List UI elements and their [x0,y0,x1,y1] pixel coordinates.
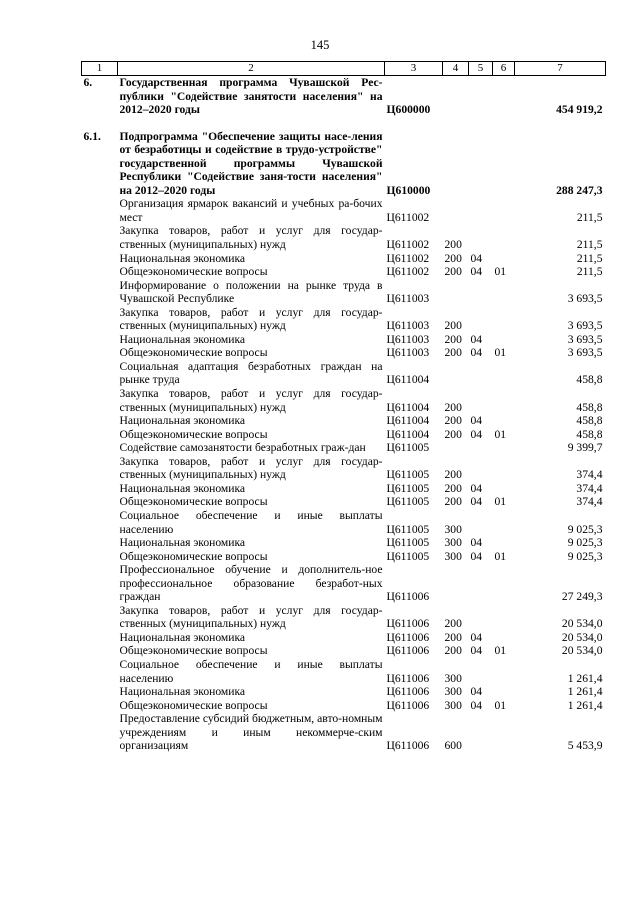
header-col-2: 2 [118,62,385,76]
table-row [82,631,606,645]
row-expense-type: 200 [444,346,462,360]
row-amount: 454 919,2 [556,103,603,117]
row-name: Содействие самозанятости безработных граж-дан [119,441,366,455]
row-number: 6. [83,76,93,89]
table-body [82,76,606,753]
row-subsection [493,685,515,699]
row-expense-type: 200 [444,481,462,495]
row-code: Ц611003 [386,319,430,333]
row-section [469,658,493,685]
row-name: Социальное обеспечение и иные выплаты населению [119,657,383,685]
row-name: Общеэкономические вопросы [119,549,268,563]
row-expense-type: 200 [444,265,462,279]
row-code: Ц611003 [386,292,430,306]
column-number-header [82,62,606,76]
row-number [82,482,118,496]
table-row [82,604,606,631]
table-row [82,536,606,550]
table-row [82,265,606,279]
row-subsection [493,224,515,251]
row-name: Национальная экономика [119,481,246,495]
row-amount: 458,8 [576,427,603,441]
row-name: Подпрограмма "Обеспечение защиты насе-ления от безработицы и содействие в трудо-устройстве" государственной программы Чувашской Республики "Содействие заня-тости населения" на 2012–2020 годы [119,129,383,197]
budget-table [81,61,606,753]
row-section: 04 [470,414,483,428]
row-code: Ц611005 [386,495,430,509]
row-name: Закупка товаров, работ и услуг для государ-ственных (муниципальных) нужд [119,387,383,414]
row-expense-type: 200 [444,617,462,631]
row-section [469,455,493,482]
table-row [82,658,606,685]
row-amount: 9 025,3 [567,549,603,563]
row-number [82,306,118,333]
row-amount: 3 693,5 [567,332,603,346]
row-subsection [493,414,515,428]
row-amount: 9 399,7 [567,441,603,455]
row-number [82,387,118,414]
row-section: 04 [470,536,483,550]
header-col-5: 5 [469,62,493,76]
spacer-cell [82,117,606,130]
row-amount: 458,8 [576,400,603,414]
row-code: Ц611002 [386,210,430,224]
row-subsection [493,712,515,753]
row-expense-type: 200 [444,644,462,658]
table-row [82,76,606,117]
table-row [82,441,606,455]
row-code: Ц610000 [386,183,431,197]
row-name: Общеэкономические вопросы [119,427,268,441]
row-expense-type: 200 [444,238,462,252]
row-number [82,197,118,224]
row-amount: 27 249,3 [561,590,603,604]
row-section [469,509,493,536]
row-code: Ц611004 [386,400,430,414]
spacer-row [82,117,606,130]
row-section [469,197,493,224]
row-code: Ц611003 [386,346,430,360]
row-amount: 374,4 [576,468,603,482]
row-subsection [493,455,515,482]
row-subsection [493,536,515,550]
row-expense-type: 300 [444,549,462,563]
table-row [82,333,606,347]
row-subsection: 01 [494,427,507,441]
row-number [82,563,118,604]
row-number [82,712,118,753]
table-row [82,550,606,564]
row-expense-type [443,130,469,198]
row-section: 04 [470,630,483,644]
row-code: Ц611003 [386,332,430,346]
table-row [82,712,606,753]
row-name: Общеэкономические вопросы [119,495,268,509]
header-col-4: 4 [443,62,469,76]
row-section: 04 [470,698,483,712]
row-section [469,306,493,333]
row-amount: 374,4 [576,481,603,495]
row-name: Национальная экономика [119,414,246,428]
row-number [82,279,118,306]
table-row [82,495,606,509]
row-name: Национальная экономика [119,332,246,346]
row-section [469,563,493,604]
row-name: Государственная программа Чувашской Рес-публики "Содействие занятости населения" на 2012–2020 годы [119,76,383,117]
row-section: 04 [470,495,483,509]
row-subsection: 01 [494,698,507,712]
table-row [82,346,606,360]
row-code: Ц611006 [386,698,430,712]
row-amount: 211,5 [576,251,603,265]
row-name: Общеэкономические вопросы [119,265,268,279]
row-subsection: 01 [494,265,507,279]
row-number [82,414,118,428]
table-row [82,387,606,414]
row-number [82,631,118,645]
row-code: Ц611006 [386,739,430,753]
row-code: Ц611006 [386,644,430,658]
row-name: Предоставление субсидий бюджетным, авто-номным учреждениям и иным некоммерче-ским организациям [119,712,383,753]
row-section: 04 [470,644,483,658]
row-section: 04 [470,549,483,563]
row-subsection [493,360,515,387]
table-row [82,428,606,442]
row-expense-type: 300 [444,698,462,712]
row-expense-type: 200 [444,414,462,428]
row-number [82,441,118,455]
row-code: Ц611006 [386,617,430,631]
row-code: Ц600000 [386,103,431,117]
table-row [82,509,606,536]
row-amount: 20 534,0 [561,617,603,631]
row-amount: 288 247,3 [556,183,603,197]
row-code: Ц611005 [386,441,430,455]
row-section: 04 [470,427,483,441]
row-subsection [493,333,515,347]
row-subsection [493,658,515,685]
row-name: Профессиональное обучение и дополнитель-ное профессиональное образование безработ-ных граждан [119,563,383,604]
row-name: Закупка товаров, работ и услуг для государ-ственных (муниципальных) нужд [119,603,383,631]
row-expense-type: 200 [444,251,462,265]
row-expense-type: 300 [444,536,462,550]
row-expense-type [443,279,469,306]
row-number [82,455,118,482]
row-code: Ц611004 [386,373,430,387]
row-section [469,76,493,117]
row-subsection: 01 [494,495,507,509]
row-subsection [493,252,515,266]
table-row [82,685,606,699]
row-expense-type [443,76,469,117]
row-section [469,224,493,251]
page-number: 145 [310,38,330,52]
row-section [469,604,493,631]
row-expense-type [443,360,469,387]
row-subsection [493,509,515,536]
row-amount: 1 261,4 [567,671,603,685]
table-row [82,563,606,604]
row-section [469,712,493,753]
row-name: Закупка товаров, работ и услуг для государ-ственных (муниципальных) нужд [119,224,383,252]
row-name: Общеэкономические вопросы [119,698,268,712]
row-number [82,333,118,347]
row-amount: 9 025,3 [567,522,603,536]
row-amount: 458,8 [576,414,603,428]
row-code: Ц611004 [386,414,430,428]
row-number [82,224,118,251]
row-section: 04 [470,265,483,279]
row-amount: 3 693,5 [567,319,603,333]
row-expense-type: 200 [444,495,462,509]
row-name: Национальная экономика [119,536,246,550]
row-amount: 9 025,3 [567,536,603,550]
row-expense-type [443,197,469,224]
row-expense-type: 300 [444,685,462,699]
table-row [82,279,606,306]
row-amount: 3 693,5 [567,292,603,306]
table-row [82,252,606,266]
row-code: Ц611005 [386,468,430,482]
row-name: Закупка товаров, работ и услуг для государ-ственных (муниципальных) нужд [119,305,383,333]
row-subsection: 01 [494,346,507,360]
row-subsection [493,631,515,645]
row-subsection: 01 [494,549,507,563]
row-amount: 374,4 [576,495,603,509]
row-code: Ц611006 [386,671,430,685]
table-row [82,699,606,713]
row-section: 04 [470,685,483,699]
row-amount: 211,5 [576,210,603,224]
table-row [82,644,606,658]
header-col-7: 7 [515,62,606,76]
row-code: Ц611005 [386,536,430,550]
table-row [82,482,606,496]
row-code: Ц611005 [386,522,430,536]
row-number [82,604,118,631]
row-code: Ц611006 [386,590,430,604]
row-number [82,536,118,550]
row-expense-type: 200 [444,319,462,333]
row-amount: 20 534,0 [561,644,603,658]
row-name: Закупка товаров, работ и услуг для государ-ственных (муниципальных) нужд [119,454,383,482]
row-amount: 20 534,0 [561,630,603,644]
row-name: Общеэкономические вопросы [119,644,268,658]
row-code: Ц611006 [386,685,430,699]
row-section [469,279,493,306]
row-amount: 5 453,9 [567,739,603,753]
row-expense-type: 200 [444,332,462,346]
row-amount: 3 693,5 [567,346,603,360]
row-name: Национальная экономика [119,251,246,265]
row-number [82,428,118,442]
table-row [82,455,606,482]
row-amount: 1 261,4 [567,698,603,712]
row-expense-type: 200 [444,468,462,482]
row-section [469,360,493,387]
row-expense-type: 300 [444,522,462,536]
row-name: Социальное обеспечение и иные выплаты населению [119,508,383,536]
row-number [82,346,118,360]
row-amount: 211,5 [576,265,603,279]
row-section: 04 [470,346,483,360]
row-code: Ц611002 [386,251,430,265]
row-subsection [493,76,515,117]
row-amount: 1 261,4 [567,685,603,699]
row-section [469,441,493,455]
row-subsection [493,306,515,333]
table-row [82,197,606,224]
table-row [82,130,606,198]
row-section: 04 [470,332,483,346]
row-code: Ц611005 [386,549,430,563]
row-name: Информирование о положении на рынке труда в Чувашской Республике [119,278,383,306]
header-col-6: 6 [493,62,515,76]
row-subsection [493,482,515,496]
table-row [82,306,606,333]
row-name: Организация ярмарок вакансий и учебных ра-бочих мест [119,197,383,224]
row-expense-type [443,563,469,604]
table-row [82,414,606,428]
row-expense-type: 200 [444,427,462,441]
row-number [82,360,118,387]
header-col-1: 1 [82,62,118,76]
row-subsection [493,279,515,306]
row-number [82,658,118,685]
row-number: 6.1. [83,129,101,143]
row-expense-type: 200 [444,630,462,644]
row-subsection [493,197,515,224]
row-number [82,252,118,266]
row-number [82,550,118,564]
row-subsection [493,387,515,414]
table-row [82,360,606,387]
row-code: Ц611006 [386,630,430,644]
table-row [82,224,606,251]
row-code: Ц611004 [386,427,430,441]
row-section [469,387,493,414]
row-number [82,495,118,509]
row-number [82,509,118,536]
row-code: Ц611005 [386,481,430,495]
row-amount: 211,5 [576,238,603,252]
row-code: Ц611002 [386,238,430,252]
row-expense-type [443,441,469,455]
row-subsection [493,604,515,631]
row-expense-type: 600 [444,739,462,753]
row-expense-type: 200 [444,400,462,414]
row-section: 04 [470,481,483,495]
row-subsection: 01 [494,644,507,658]
row-amount: 458,8 [576,373,603,387]
row-section: 04 [470,251,483,265]
row-name: Национальная экономика [119,630,246,644]
row-number [82,685,118,699]
row-expense-type: 300 [444,671,462,685]
row-number [82,644,118,658]
row-subsection [493,563,515,604]
row-section [469,130,493,198]
row-name: Общеэкономические вопросы [119,346,268,360]
row-name: Национальная экономика [119,685,246,699]
row-number [82,265,118,279]
row-subsection [493,130,515,198]
header-col-3: 3 [385,62,443,76]
row-subsection [493,441,515,455]
row-code: Ц611002 [386,265,430,279]
row-name: Социальная адаптация безработных граждан на рынке труда [119,359,383,387]
row-number [82,699,118,713]
